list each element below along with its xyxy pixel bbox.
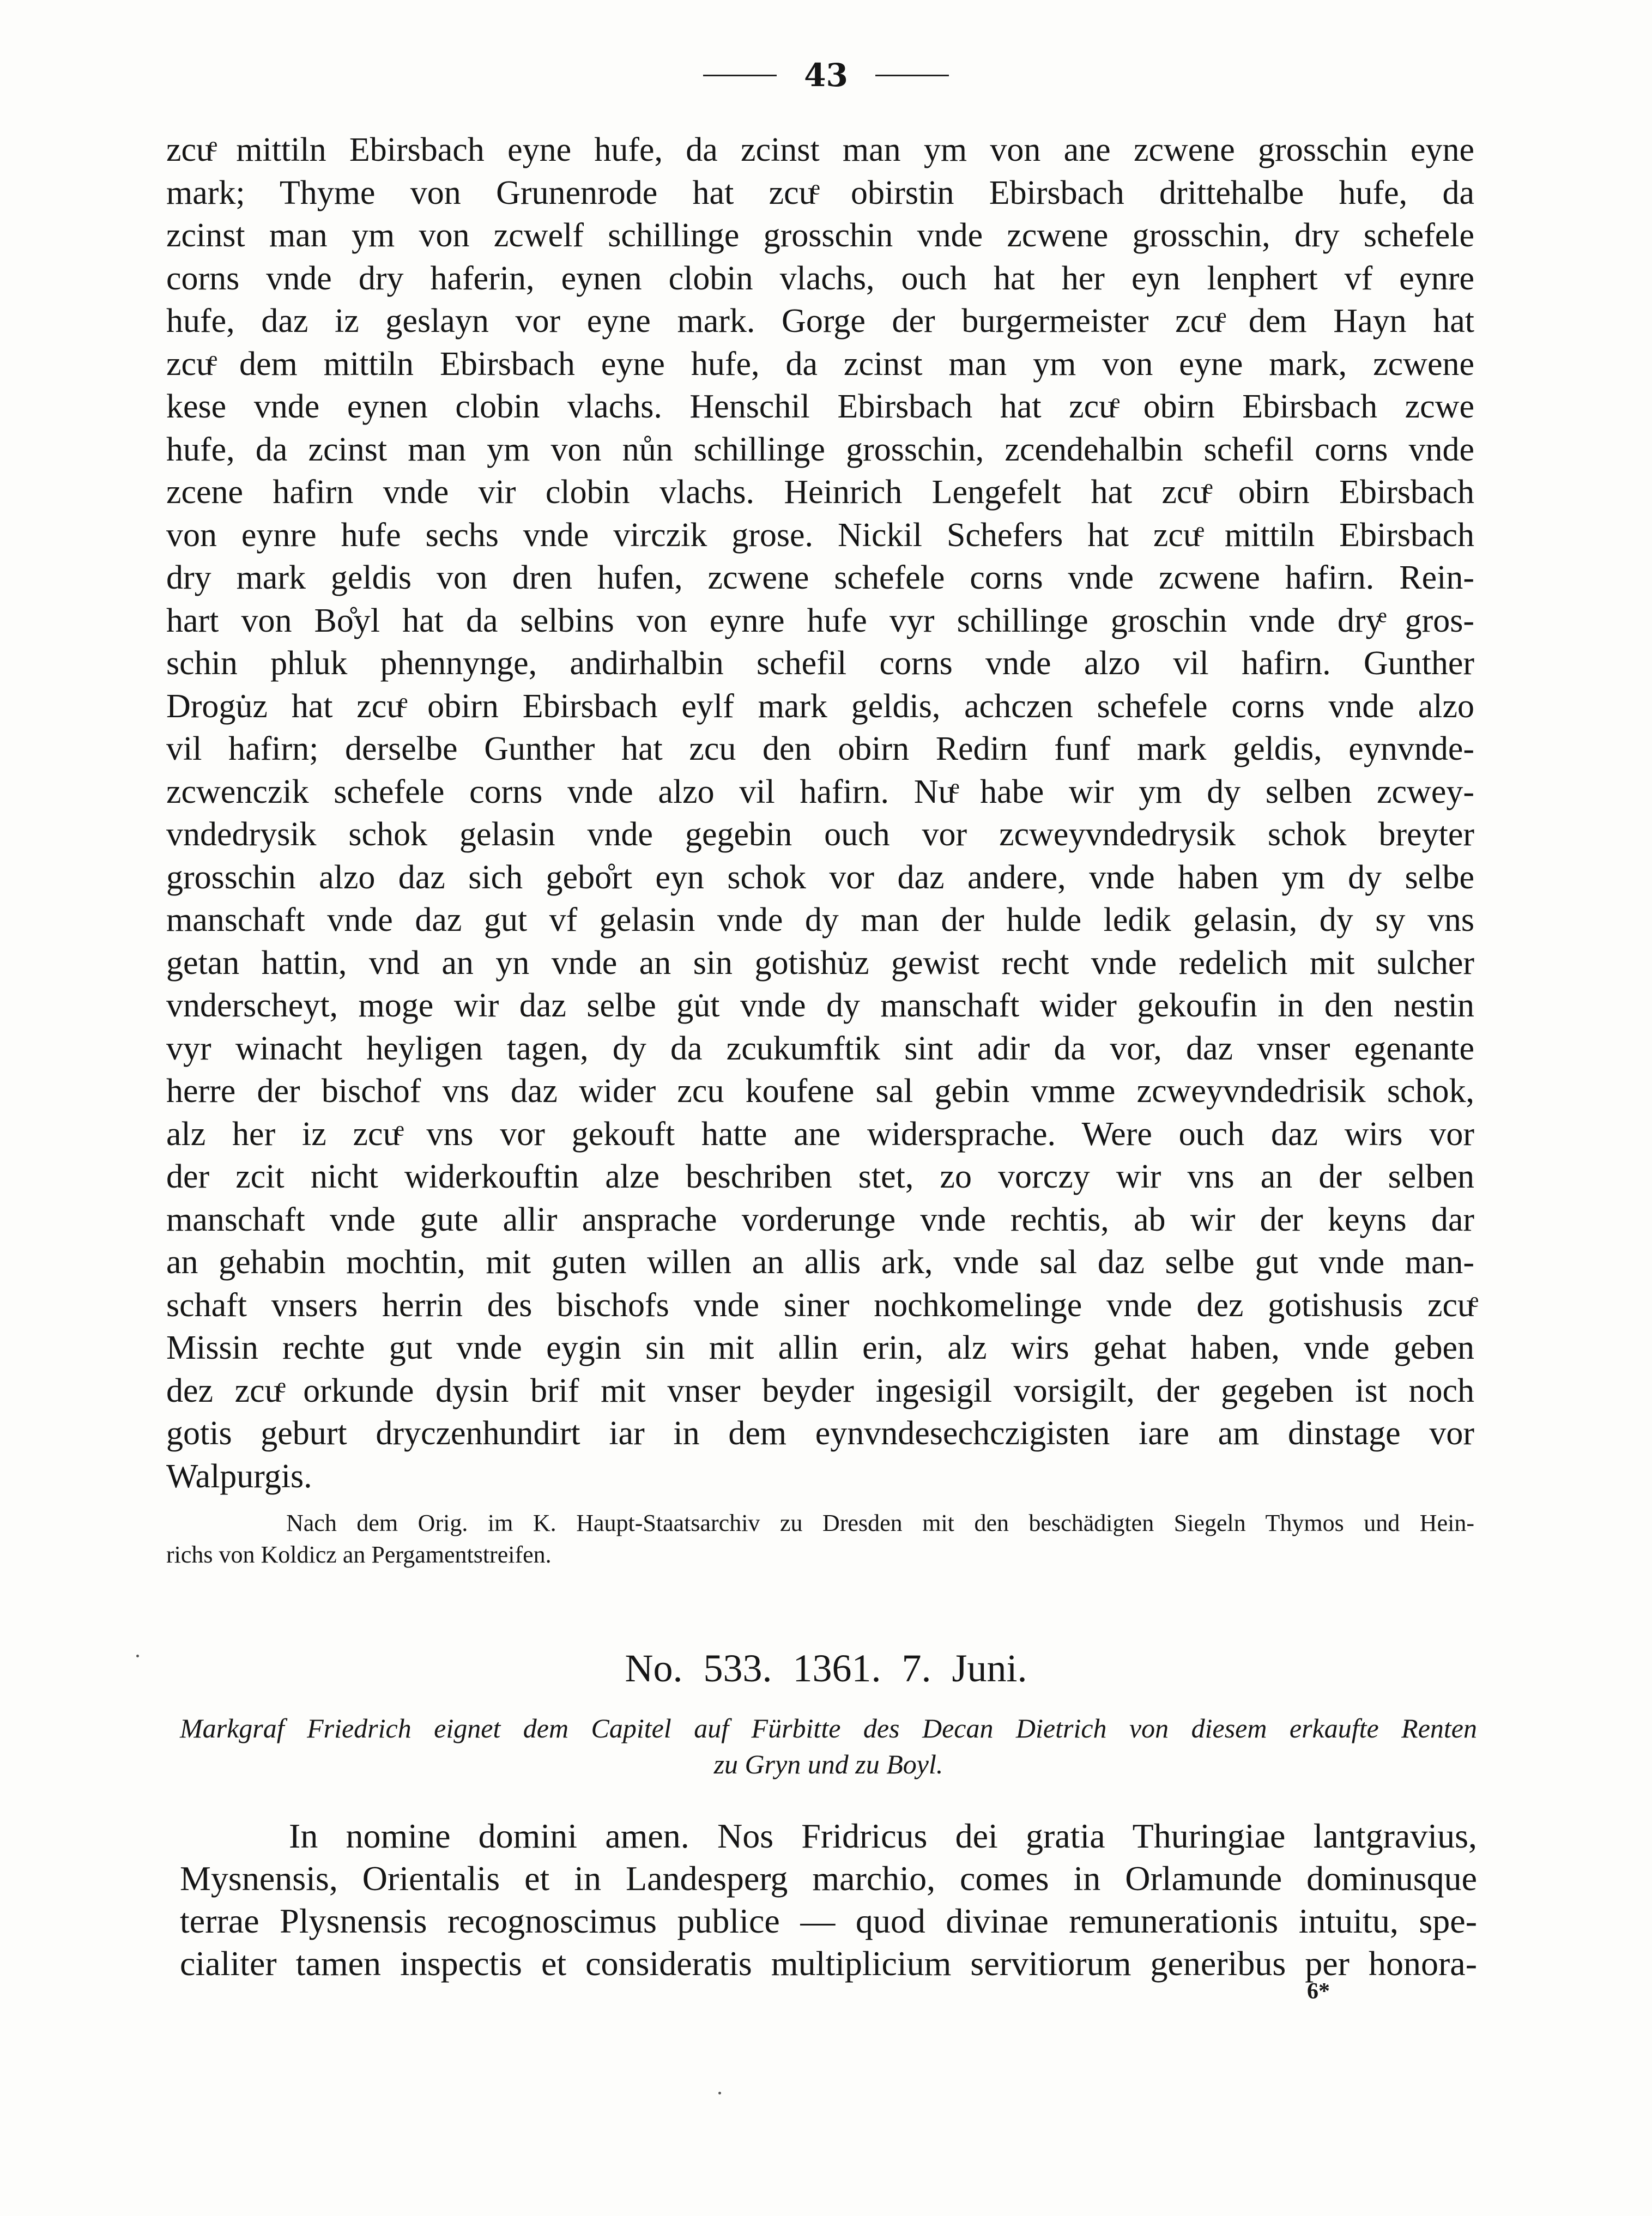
document-text-line: terrae Plysnensis recognoscimus publice — quod divinae remunerationis intuitu, spe- bbox=[180, 1902, 1477, 1940]
body-text-line: dry mark geldis von dren hufen, zcwene schefele corns vnde zcwene hafirn. Rein- bbox=[166, 559, 1474, 596]
body-text-line: herre der bischof vns daz wider zcu koufene sal gebin vmme zcweyvndedrisik schok, bbox=[166, 1073, 1474, 1110]
body-text-line: zcinst man ym von zcwelf schillinge grosschin vnde zcwene grosschin, dry schefele bbox=[166, 217, 1474, 254]
body-text-line: zcuͤ dem mittiln Ebirsbach eyne hufe, da zcinst man ym von eyne mark, zcwene bbox=[166, 345, 1474, 383]
body-text-line: Drogu̇z hat zcuͤ obirn Ebirsbach eylf mark geldis, achczen schefele corns vnde alzo bbox=[166, 687, 1474, 725]
page-header bbox=[0, 57, 1652, 94]
body-text-line: getan hattin, vnd an yn vnde an sin gotishu̇z gewist recht vnde redelich mit sulcher bbox=[166, 944, 1474, 982]
document-text-line: Mysnensis, Orientalis et in Landesperg marchio, comes in Orlamunde dominusque bbox=[180, 1859, 1477, 1898]
body-text-line: Walpurgis. bbox=[166, 1457, 312, 1495]
header-rule-right bbox=[875, 75, 949, 76]
body-text bbox=[166, 129, 1474, 1498]
body-text-line: manschaft vnde daz gut vf gelasin vnde dy man der hulde ledik gelasin, dy sy vns bbox=[166, 901, 1474, 939]
body-text-line: zcene hafirn vnde vir clobin vlachs. Heinrich Lengefelt hat zcuͤ obirn Ebirsbach bbox=[166, 474, 1474, 511]
body-text-line: vnderscheyt, moge wir daz selbe gu̇t vnde dy manschaft wider gekoufin in den nestin bbox=[166, 987, 1474, 1024]
body-text-line: gotis geburt dryczenhundirt iar in dem eynvndesechczigisten iare am dinstage vor bbox=[166, 1415, 1474, 1452]
signature-mark: 6* bbox=[1307, 1979, 1330, 2004]
print-speck bbox=[136, 1655, 139, 1657]
print-speck bbox=[718, 2092, 721, 2094]
body-text-line: hart von Bo̊yl hat da selbins von eynre hufe vyr schillinge groschin vnde dryͤ gros- bbox=[166, 602, 1474, 639]
body-text-line: vyr winacht heyligen tagen, dy da zcukumftik sint adir da vor, daz vnser egenante bbox=[166, 1030, 1474, 1067]
body-text-line: der zcit nicht widerkouftin alze beschriben stet, zo vorczy wir vns an der selben bbox=[166, 1158, 1474, 1195]
source-note-line: Nach dem Orig. im K. Haupt-Staatsarchiv zu Dresden mit den beschädigten Siegeln Thymos und Hein- bbox=[286, 1510, 1474, 1536]
body-text-line: corns vnde dry haferin, eynen clobin vlachs, ouch hat her eyn lenphert vf eynre bbox=[166, 259, 1474, 297]
body-text-line: an gehabin mochtin, mit guten willen an allis ark, vnde sal daz selbe gut vnde man- bbox=[166, 1244, 1474, 1281]
source-note bbox=[166, 1507, 1474, 1571]
page-number: 43 bbox=[804, 57, 848, 94]
body-text-line: vil hafirn; derselbe Gunther hat zcu den obirn Redirn funf mark geldis, eynvnde- bbox=[166, 730, 1474, 767]
body-text-line: manschaft vnde gute allir ansprache vorderunge vnde rechtis, ab wir der keyns dar bbox=[166, 1201, 1474, 1238]
body-text-line: grosschin alzo daz sich gebo̊rt eyn schok vor daz andere, vnde haben ym dy selbe bbox=[166, 858, 1474, 896]
document-text-line: cialiter tamen inspectis et consideratis multiplicium servitiorum generibus per honora- bbox=[180, 1944, 1477, 1983]
body-text-line: dez zcuͤ orkunde dysin brif mit vnser beyder ingesigil vorsigilt, der gegeben ist noch bbox=[166, 1372, 1474, 1409]
body-text-line: schaft vnsers herrin des bischofs vnde siner nochkomelinge vnde dez gotishusis zcuͤ bbox=[166, 1286, 1474, 1324]
document-text-line: In nomine domini amen. Nos Fridricus dei gratia Thuringiae lantgravius, bbox=[289, 1817, 1477, 1855]
body-text-line: hufe, daz iz geslayn vor eyne mark. Gorge der burgermeister zcuͤ dem Hayn hat bbox=[166, 302, 1474, 340]
body-text-line: alz her iz zcuͤ vns vor gekouft hatte ane widersprache. Were ouch daz wirs vor bbox=[166, 1115, 1474, 1153]
document-heading: No. 533. 1361. 7. Juni. bbox=[625, 1646, 1027, 1690]
body-text-line: schin phluk phennynge, andirhalbin schefil corns vnde alzo vil hafirn. Gunther bbox=[166, 645, 1474, 682]
document-text bbox=[180, 1815, 1477, 1985]
body-text-line: hufe, da zcinst man ym von nůn schillinge grosschin, zcendehalbin schefil corns vnde bbox=[166, 431, 1474, 468]
body-text-line: zcwenczik schefele corns vnde alzo vil hafirn. Nuͤ habe wir ym dy selben zcwey- bbox=[166, 773, 1474, 810]
body-text-line: Missin rechte gut vnde eygin sin mit allin erin, alz wirs gehat haben, vnde geben bbox=[166, 1329, 1474, 1366]
body-text-line: von eynre hufe sechs vnde virczik grose. Nickil Schefers hat zcuͤ mittiln Ebirsbach bbox=[166, 516, 1474, 554]
body-text-line: vndedrysik schok gelasin vnde gegebin ouch vor zcweyvndedrysik schok breyter bbox=[166, 816, 1474, 853]
body-text-line: zcuͤ mittiln Ebirsbach eyne hufe, da zcinst man ym von ane zcwene grosschin eyne bbox=[166, 131, 1474, 168]
summary-line: Markgraf Friedrich eignet dem Capitel auf Fürbitte des Decan Dietrich von diesem erkaufte Renten bbox=[180, 1713, 1477, 1743]
source-note-line: richs von Koldicz an Pergamentstreifen. bbox=[166, 1541, 552, 1568]
summary-line: zu Gryn und zu Boyl. bbox=[713, 1749, 943, 1779]
body-text-line: mark; Thyme von Grunenrode hat zcuͤ obirstin Ebirsbach drittehalbe hufe, da bbox=[166, 174, 1474, 211]
document-summary bbox=[180, 1710, 1477, 1782]
header-rule-left bbox=[703, 75, 777, 76]
body-text-line: kese vnde eynen clobin vlachs. Henschil Ebirsbach hat zcuͤ obirn Ebirsbach zcwe bbox=[166, 388, 1474, 425]
